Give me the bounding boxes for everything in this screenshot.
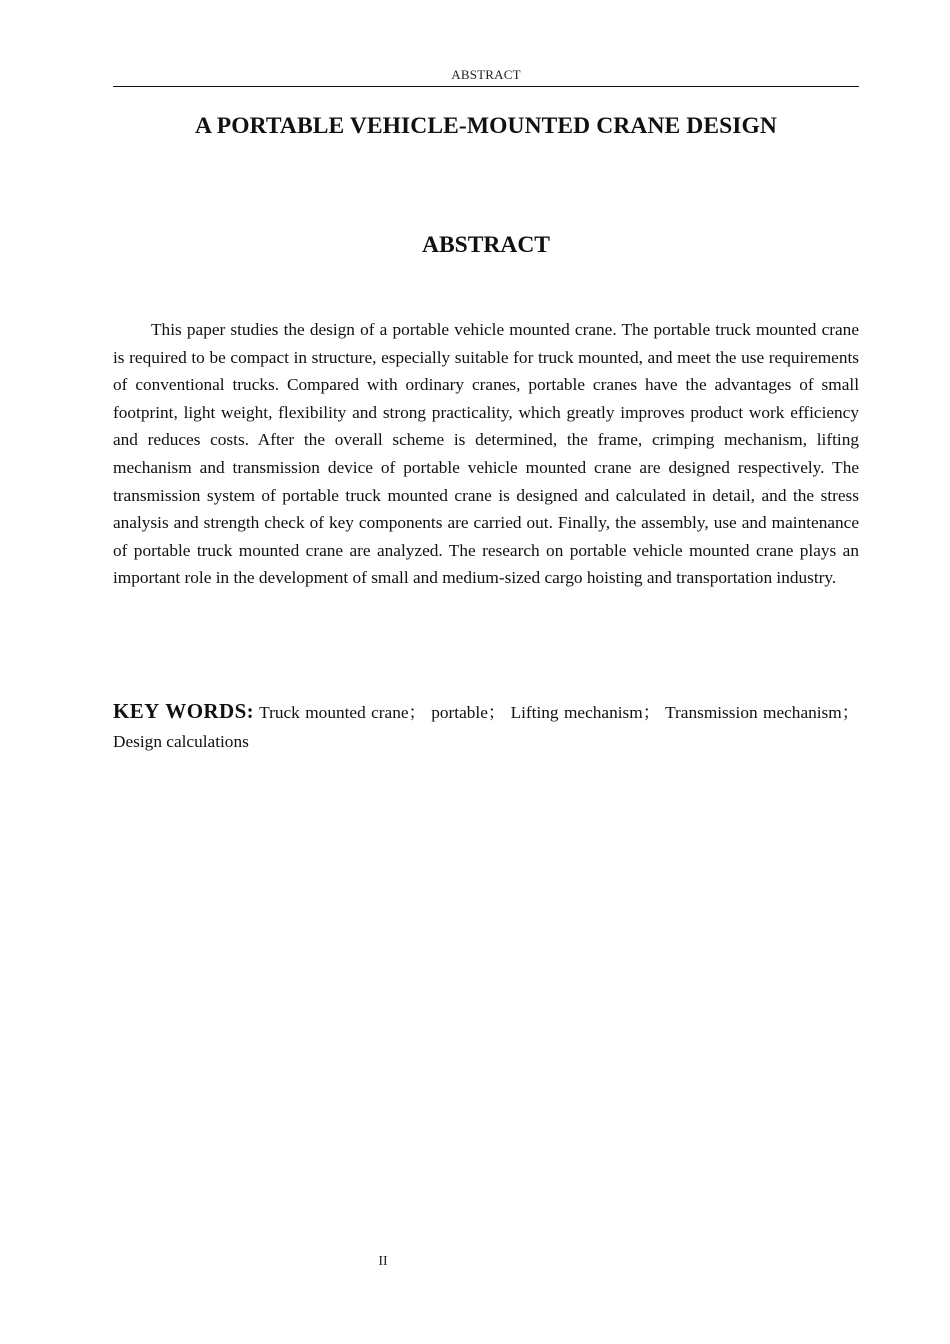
running-header: ABSTRACT <box>451 67 521 82</box>
page-number: II <box>378 1254 388 1269</box>
keywords-paragraph <box>113 697 859 756</box>
header-rule <box>113 86 859 87</box>
keywords-text: Truck mounted crane； portable； Lifting mechanism； Transmission mechanism；Design calculations <box>113 703 860 751</box>
keywords-label: KEY WORDS: <box>113 699 255 723</box>
abstract-body: This paper studies the design of a portable vehicle mounted crane. The portable truck mounted crane is required to be compact in structure, especially suitable for truck mounted, and meet the use requirements of conventional trucks. Compared with ordinary cranes, portable cranes have the advantages of small footprint, light weight, flexibility and strong practicality, which greatly improves product work efficiency and reduces costs. After the overall scheme is determined, the frame, crimping mechanism, lifting mechanism and transmission device of portable vehicle mounted crane are designed respectively. The transmission system of portable truck mounted crane is designed and calculated in detail, and the stress analysis and strength check of key components are carried out. Finally, the assembly, use and maintenance of portable truck mounted crane are analyzed. The research on portable vehicle mounted crane plays an important role in the development of small and medium-sized cargo hoisting and transportation industry. <box>113 320 859 588</box>
paper-title: A PORTABLE VEHICLE-MOUNTED CRANE DESIGN <box>195 113 777 139</box>
abstract-heading: ABSTRACT <box>422 232 550 258</box>
